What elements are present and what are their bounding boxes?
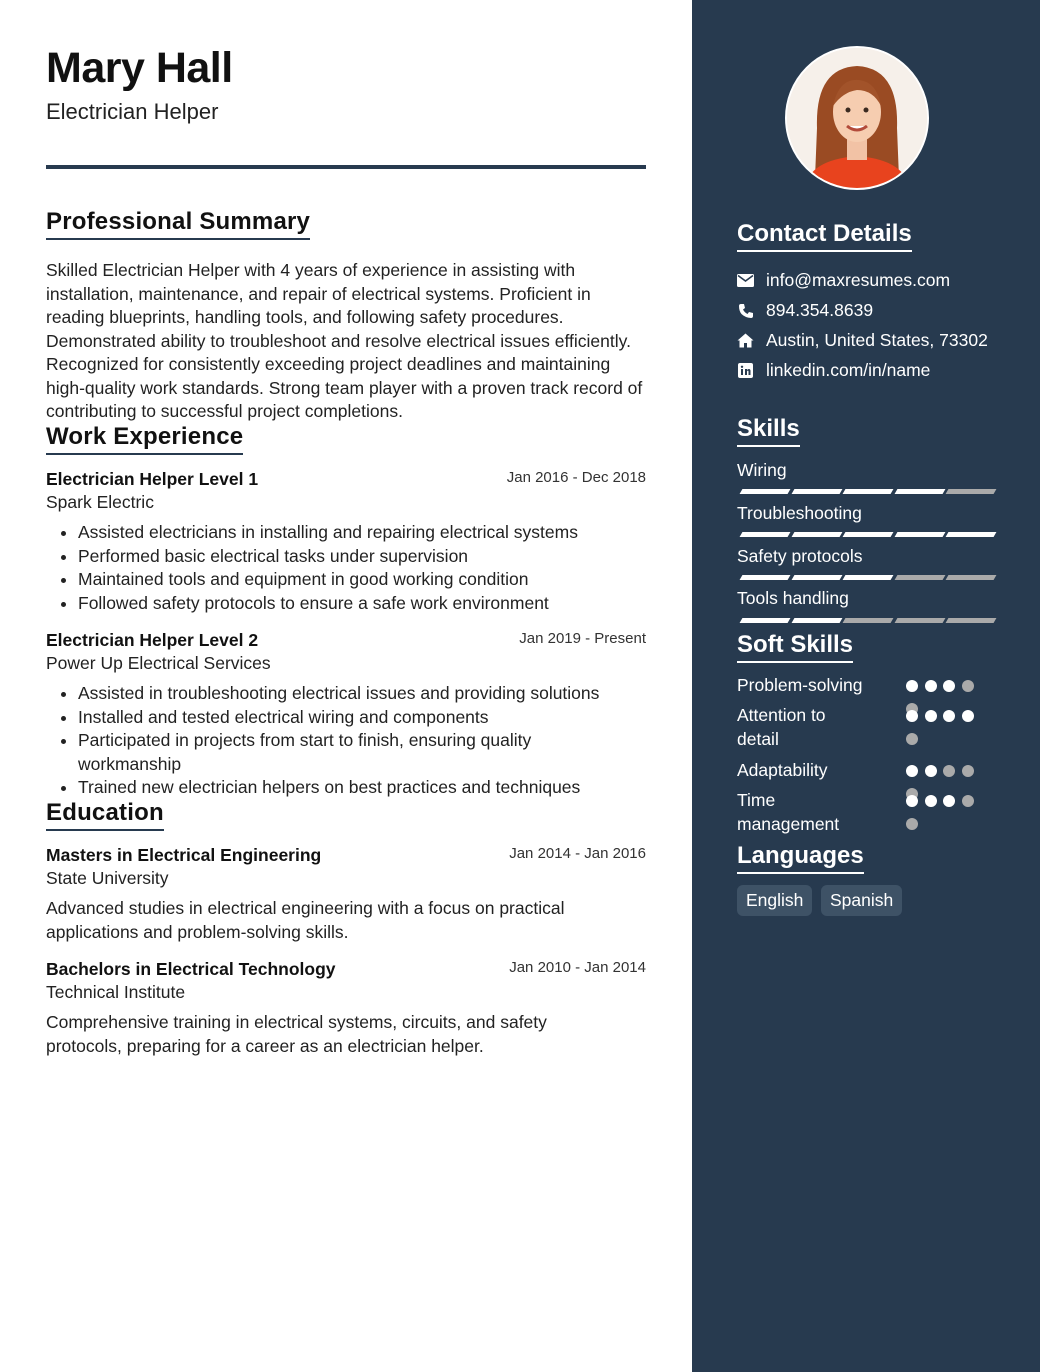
contact-address [737,330,988,351]
skill-label: Safety protocols [737,546,863,566]
list-item: • Installed and tested electrical wiring and components [78,706,638,730]
skill-bar-segment [791,532,842,537]
contact-linkedin-text: linkedin.com/in/name [766,360,931,380]
envelope-icon [737,272,754,289]
soft-skill-label: Attention to detail [737,705,826,749]
skill-bar-segment [843,575,894,580]
contact-email[interactable] [737,270,950,291]
job-entry [46,469,646,615]
skill-label: Tools handling [737,588,849,608]
skill-bar-segment [946,489,997,494]
job-dates: Jan 2016 - Dec 2018 [506,469,646,486]
candidate-title: Electrician Helper [46,99,219,124]
candidate-name: Mary Hall [46,44,233,92]
skill-bar-segment [894,532,945,537]
skill-label: Wiring [737,460,787,480]
skill-bar [737,575,993,582]
skill-bar-segment [843,618,894,623]
experience-heading: Work Experience [46,423,243,455]
avatar-illustration [787,48,927,188]
rating-dot [943,680,955,692]
language-chip: Spanish [821,885,902,916]
education-degree: Bachelors in Electrical Technology [46,959,336,979]
job-bullets [46,521,646,615]
job-company: Spark Electric [46,492,154,512]
skill-bar-segment [740,575,791,580]
list-item: • Assisted in troubleshooting electrical issues and providing solutions [78,682,638,706]
job-company: Power Up Electrical Services [46,653,271,673]
skills-heading: Skills [737,415,800,447]
soft-skill-label: Problem-solving [737,675,863,695]
job-role: Electrician Helper Level 2 [46,630,259,650]
education-description: Advanced studies in electrical engineering with a focus on practical applications and problem-solving skills. [46,898,565,942]
skill-bar-segment [894,489,945,494]
rating-dot [962,795,974,807]
skill-bar [737,489,993,496]
skill-bar-segment [843,532,894,537]
languages-heading: Languages [737,842,864,874]
education-entry [46,959,646,1058]
summary-heading: Professional Summary [46,208,310,240]
rating-dot [906,818,918,830]
skill-bar [737,618,993,625]
skill-bar-segment [740,618,791,623]
contact-email-text: info@maxresumes.com [766,270,951,290]
rating-dot [906,765,918,777]
rating-dot [925,765,937,777]
skill-bar-segment [946,618,997,623]
contact-address-text: Austin, United States, 73302 [766,330,988,350]
soft-skill-label: Time management [737,790,840,834]
rating-dot [962,765,974,777]
home-icon [737,332,754,349]
skill-bar-segment [894,618,945,623]
rating-dot [906,795,918,807]
list-item: • Participated in projects from start to finish, ensuring quality workmanship [78,729,638,776]
list-item: • Performed basic electrical tasks under supervision [78,545,646,569]
soft-skill-label: Adaptability [737,760,828,780]
rating-dot [943,795,955,807]
contact-phone[interactable] [737,300,873,321]
rating-dot [925,710,937,722]
language-chip: English [737,885,812,916]
skill-bar-segment [791,618,842,623]
education-dates: Jan 2014 - Jan 2016 [509,845,646,862]
education-dates: Jan 2010 - Jan 2014 [509,959,646,976]
education-degree: Masters in Electrical Engineering [46,845,322,865]
job-bullets [46,682,638,800]
rating-dot [943,765,955,777]
rating-dot [906,710,918,722]
skill-bar-segment [740,532,791,537]
education-heading: Education [46,799,164,831]
linkedin-icon [737,362,754,379]
contact-linkedin[interactable] [737,360,930,381]
list-item: • Maintained tools and equipment in good working condition [78,568,646,592]
skill-bar-segment [791,575,842,580]
skill-bar-segment [740,489,791,494]
rating-dot [925,795,937,807]
rating-dot [962,680,974,692]
list-item: • Trained new electrician helpers on best practices and techniques [78,776,638,800]
education-description: Comprehensive training in electrical systems, circuits, and safety protocols, preparing for a career as an electrician helper. [46,1012,547,1056]
soft-skills-heading: Soft Skills [737,631,853,663]
skill-bar-segment [843,489,894,494]
header-divider [46,165,646,169]
education-entry [46,845,646,944]
education-school: Technical Institute [46,982,186,1002]
profile-photo [785,46,929,190]
job-dates: Jan 2019 - Present [519,630,646,647]
rating-dot [943,710,955,722]
summary-text: Skilled Electrician Helper with 4 years of experience in assisting with installation, maintenance, and repair of electrical systems. Proficient in reading blueprints, handling tools, and following safety procedures. Demonstrated ability to troubleshoot and resolve electrical issues efficiently. Recognized for consistently exceeding project deadlines and maintaining high-quality work standards. Strong team player with a proven track record of contributing to successful project completions. [46,260,643,421]
contact-phone-text: 894.354.8639 [766,300,874,320]
skill-bar-segment [946,532,997,537]
skill-bar-segment [946,575,997,580]
job-role: Electrician Helper Level 1 [46,469,259,489]
list-item: • Followed safety protocols to ensure a safe work environment [78,592,646,616]
contact-heading: Contact Details [737,220,912,252]
skill-label: Troubleshooting [737,503,862,523]
skill-bar-segment [791,489,842,494]
education-school: State University [46,868,169,888]
rating-dot [925,680,937,692]
job-entry [46,630,646,800]
rating-dot [962,710,974,722]
list-item: • Assisted electricians in installing and repairing electrical systems [78,521,646,545]
skill-bar-segment [894,575,945,580]
skill-bar [737,532,993,539]
rating-dot [906,680,918,692]
rating-dot [906,733,918,745]
phone-icon [737,302,754,319]
